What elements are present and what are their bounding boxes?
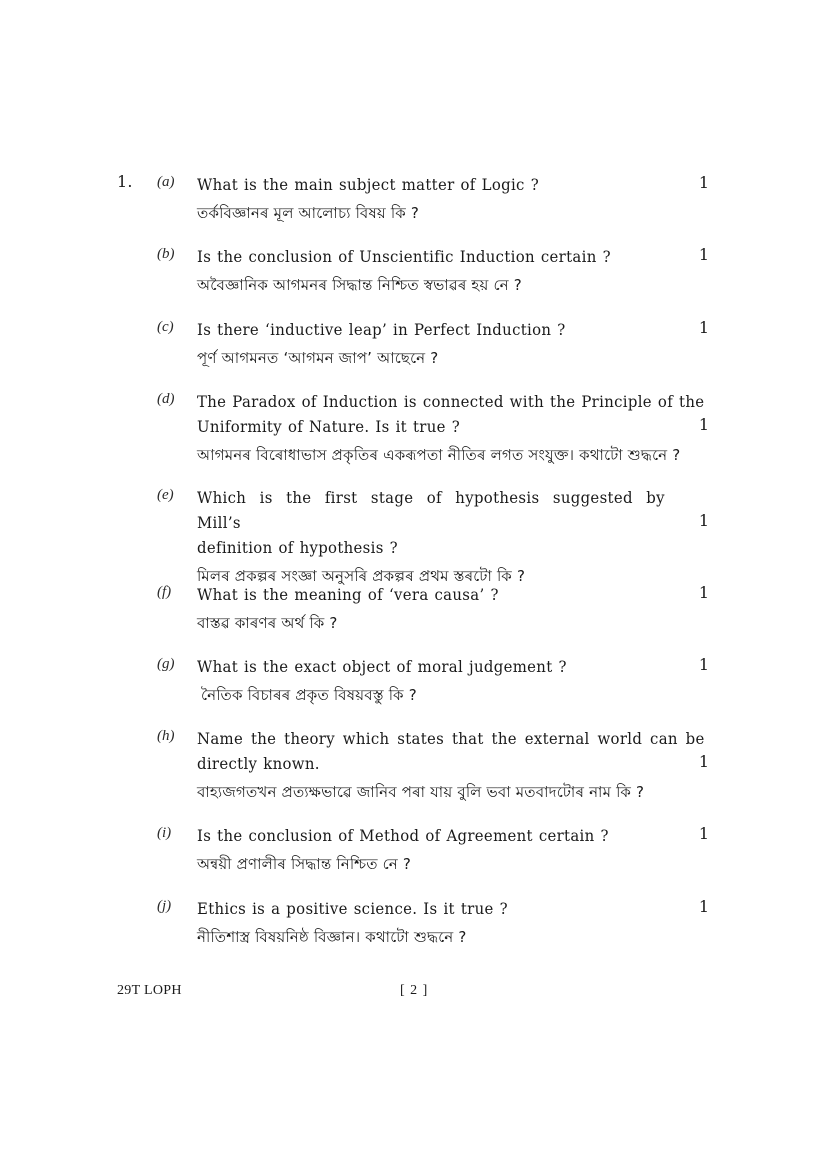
english-question-line-2: definition of hypothesis ? xyxy=(197,538,398,557)
english-question: Is the conclusion of Unscientific Induction certain ? xyxy=(197,247,611,266)
paper-code: 29T LOPH xyxy=(117,983,182,998)
english-question-line-1: Which is the first stage of hypothesis suggested by Mill’s xyxy=(197,488,665,532)
page-number: [ 2 ] xyxy=(400,983,429,998)
part-label: (d) xyxy=(157,391,175,407)
part-label: (b) xyxy=(157,246,175,262)
part-text xyxy=(197,317,709,368)
part-text xyxy=(197,654,709,705)
part-text xyxy=(197,582,709,633)
part-label: (h) xyxy=(157,728,175,744)
question-number: 1. xyxy=(117,172,133,191)
part-label: (a) xyxy=(157,174,175,190)
marks: 1 xyxy=(698,824,709,843)
part-label: (j) xyxy=(157,898,172,914)
part-text xyxy=(197,896,709,947)
assamese-question: অন্বয়ী প্ৰণালীৰ সিদ্ধান্ত নিশ্চিত নে ? xyxy=(197,855,412,873)
assamese-question: বাহ্যজগতখন প্ৰত্যক্ষভাৱে জানিব পৰা যায় বুলি ভবা মতবাদটোৰ নাম কি ? xyxy=(197,783,645,801)
part-text xyxy=(197,485,709,586)
assamese-question: নৈতিক বিচাৰৰ প্ৰকৃত বিষয়বস্তু কি ? xyxy=(201,686,417,704)
part-text xyxy=(197,726,709,802)
english-question: Is there ‘inductive leap’ in Perfect Induction ? xyxy=(197,320,566,339)
part-label: (i) xyxy=(157,825,172,841)
part-label: (g) xyxy=(157,656,175,672)
english-question: Ethics is a positive science. Is it true ? xyxy=(197,899,508,918)
part-label: (e) xyxy=(157,487,174,503)
english-question-line-2: Uniformity of Nature. Is it true ? xyxy=(197,417,461,436)
marks: 1 xyxy=(698,655,709,674)
assamese-question: বাস্তৱ কাৰণৰ অৰ্থ কি ? xyxy=(197,614,338,632)
marks: 1 xyxy=(698,245,709,264)
marks: 1 xyxy=(698,583,709,602)
part-label: (c) xyxy=(157,319,174,335)
part-text xyxy=(197,172,709,223)
marks: 1 xyxy=(698,415,709,434)
english-question-line-1: The Paradox of Induction is connected with the Principle of the xyxy=(197,392,705,411)
assamese-question: আগমনৰ বিৰোধাভাস প্ৰকৃতিৰ একৰূপতা নীতিৰ লগত সংযুক্ত। কথাটো শুদ্ধনে ? xyxy=(197,446,681,464)
marks: 1 xyxy=(698,173,709,192)
english-question-line-1: Name the theory which states that the external world can be xyxy=(197,729,705,748)
marks: 1 xyxy=(698,752,709,771)
assamese-question: পূৰ্ণ আগমনত ‘আগমন জাপ’ আছেনে ? xyxy=(197,349,439,367)
assamese-question: তৰ্কবিজ্ঞানৰ মূল আলোচ্য বিষয় কি ? xyxy=(197,204,420,222)
english-question: Is the conclusion of Method of Agreement certain ? xyxy=(197,826,609,845)
part-text xyxy=(197,244,709,295)
english-question: What is the main subject matter of Logic ? xyxy=(197,175,540,194)
marks: 1 xyxy=(698,511,709,530)
assamese-question: মিলৰ প্ৰকল্পৰ সংজ্ঞা অনুসৰি প্ৰকল্পৰ প্ৰথম স্তৰটো কি ? xyxy=(197,567,526,585)
english-question: What is the meaning of ‘vera causa’ ? xyxy=(197,585,499,604)
english-question-line-2: directly known. xyxy=(197,754,320,773)
english-question: What is the exact object of moral judgement ? xyxy=(197,657,567,676)
part-label: (f) xyxy=(157,584,172,600)
part-text xyxy=(197,389,709,465)
marks: 1 xyxy=(698,897,709,916)
marks: 1 xyxy=(698,318,709,337)
assamese-question: নীতিশাস্ত্ৰ বিষয়নিষ্ঠ বিজ্ঞান। কথাটো শুদ্ধনে ? xyxy=(197,928,467,946)
part-text xyxy=(197,823,709,874)
assamese-question: অবৈজ্ঞানিক আগমনৰ সিদ্ধান্ত নিশ্চিত স্বভাৱৰ হয় নে ? xyxy=(197,276,522,294)
